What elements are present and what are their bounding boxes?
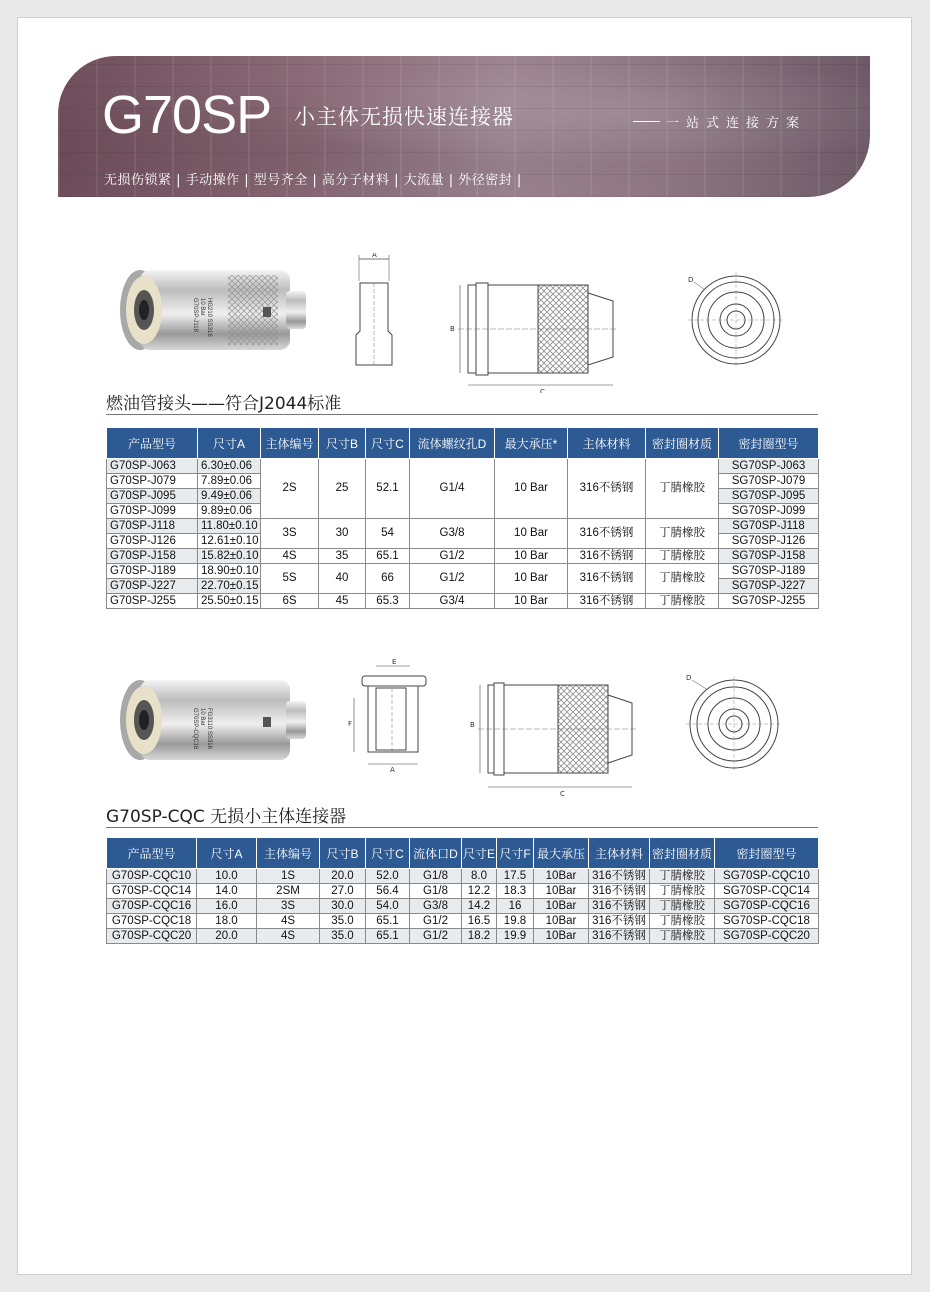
cell-model: G70SP-J079 bbox=[107, 474, 198, 489]
cell-size-a: 11.80±0.10 bbox=[198, 519, 261, 534]
front-drawing-j bbox=[448, 273, 618, 393]
cell-size-a: 18.90±0.10 bbox=[198, 564, 261, 579]
cell-size-a: 7.89±0.06 bbox=[198, 474, 261, 489]
cell-body-no: 2SM bbox=[257, 884, 320, 899]
cell-size-c: 65.3 bbox=[366, 594, 410, 609]
section2-title: G70SP-CQC 无损小主体连接器 bbox=[106, 807, 347, 827]
table-row bbox=[107, 914, 819, 929]
cell-size-f: 19.9 bbox=[497, 929, 534, 944]
col2-header-body-no: 主体编号 bbox=[257, 838, 320, 869]
cell-size-c: 56.4 bbox=[366, 884, 410, 899]
cell-body-no: 4S bbox=[261, 549, 319, 564]
dim-label-c2: C bbox=[560, 790, 565, 798]
cell-size-b: 35.0 bbox=[320, 929, 366, 944]
cell-size-a: 20.0 bbox=[197, 929, 257, 944]
cell-body-no: 5S bbox=[261, 564, 319, 594]
cell-seal-material: 丁腈橡胶 bbox=[646, 564, 719, 594]
col-header-seal-model: 密封圈型号 bbox=[719, 428, 819, 459]
cell-size-a: 18.0 bbox=[197, 914, 257, 929]
cell-body-material: 316不锈钢 bbox=[589, 884, 650, 899]
cell-body-material: 316不锈钢 bbox=[568, 519, 646, 549]
engraving2-line-3: FG3110 SS316 bbox=[206, 708, 212, 749]
cell-max-pressure: 10Bar bbox=[534, 884, 589, 899]
col2-header-size-e: 尺寸E bbox=[462, 838, 497, 869]
cell-port-d: G1/2 bbox=[410, 914, 462, 929]
cell-seal-material: 丁腈橡胶 bbox=[650, 914, 715, 929]
cell-body-no: 3S bbox=[257, 899, 320, 914]
product-photo-cqc bbox=[118, 673, 308, 768]
product-subtitle: 小主体无损快速连接器 bbox=[294, 105, 514, 129]
cell-size-a: 9.89±0.06 bbox=[198, 504, 261, 519]
cell-max-pressure: 10Bar bbox=[534, 899, 589, 914]
cell-size-b: 40 bbox=[319, 564, 366, 594]
col-header-size-c: 尺寸C bbox=[366, 428, 410, 459]
cell-size-f: 16 bbox=[497, 899, 534, 914]
section1-rule bbox=[106, 414, 818, 415]
cell-size-a: 14.0 bbox=[197, 884, 257, 899]
cell-body-material: 316不锈钢 bbox=[589, 899, 650, 914]
cell-size-c: 65.1 bbox=[366, 929, 410, 944]
cell-port-d: G1/2 bbox=[410, 929, 462, 944]
cell-size-e: 8.0 bbox=[462, 869, 497, 884]
cell-size-b: 20.0 bbox=[320, 869, 366, 884]
table-row bbox=[107, 884, 819, 899]
cell-seal-model: SG70SP-J158 bbox=[719, 549, 819, 564]
cell-body-no: 6S bbox=[261, 594, 319, 609]
table-row bbox=[107, 594, 819, 609]
cell-body-no: 4S bbox=[257, 914, 320, 929]
cell-seal-model: SG70SP-CQC20 bbox=[715, 929, 819, 944]
col-header-size-b: 尺寸B bbox=[319, 428, 366, 459]
cell-seal-material: 丁腈橡胶 bbox=[650, 899, 715, 914]
dim-label-b: B bbox=[450, 325, 455, 333]
cell-port-d: G1/8 bbox=[410, 884, 462, 899]
cell-seal-model: SG70SP-J063 bbox=[719, 459, 819, 474]
table-row bbox=[107, 549, 819, 564]
cell-size-c: 54 bbox=[366, 519, 410, 549]
cell-size-b: 30.0 bbox=[320, 899, 366, 914]
cell-size-a: 9.49±0.06 bbox=[198, 489, 261, 504]
cell-seal-material: 丁腈橡胶 bbox=[646, 594, 719, 609]
cell-size-c: 66 bbox=[366, 564, 410, 594]
cell-body-material: 316不锈钢 bbox=[568, 459, 646, 519]
header-banner bbox=[58, 56, 870, 197]
col2-header-size-c: 尺寸C bbox=[366, 838, 410, 869]
col2-header-body-material: 主体材料 bbox=[589, 838, 650, 869]
cell-body-no: 2S bbox=[261, 459, 319, 519]
cell-size-b: 45 bbox=[319, 594, 366, 609]
cell-thread-d: G1/2 bbox=[410, 564, 495, 594]
col-header-thread-d: 流体螺纹孔D bbox=[410, 428, 495, 459]
cell-size-a: 25.50±0.15 bbox=[198, 594, 261, 609]
cell-model: G70SP-CQC16 bbox=[107, 899, 197, 914]
col2-header-size-a: 尺寸A bbox=[197, 838, 257, 869]
cell-seal-model: SG70SP-J255 bbox=[719, 594, 819, 609]
cell-size-b: 35 bbox=[319, 549, 366, 564]
cell-model: G70SP-J126 bbox=[107, 534, 198, 549]
col-header-body-no: 主体编号 bbox=[261, 428, 319, 459]
cell-max-pressure: 10 Bar bbox=[495, 594, 568, 609]
table-row bbox=[107, 459, 819, 474]
dim-label-e: E bbox=[392, 658, 397, 666]
cell-seal-material: 丁腈橡胶 bbox=[646, 549, 719, 564]
cell-seal-model: SG70SP-J095 bbox=[719, 489, 819, 504]
section1-title: 燃油管接头——符合J2044标准 bbox=[106, 394, 342, 414]
cell-model: G70SP-J189 bbox=[107, 564, 198, 579]
cell-model: G70SP-CQC18 bbox=[107, 914, 197, 929]
cell-size-a: 12.61±0.10 bbox=[198, 534, 261, 549]
cell-size-e: 12.2 bbox=[462, 884, 497, 899]
cell-size-c: 52.0 bbox=[366, 869, 410, 884]
cell-size-f: 17.5 bbox=[497, 869, 534, 884]
cell-port-d: G1/8 bbox=[410, 869, 462, 884]
cell-seal-model: SG70SP-CQC16 bbox=[715, 899, 819, 914]
cell-seal-model: SG70SP-J118 bbox=[719, 519, 819, 534]
cell-size-a: 22.70±0.15 bbox=[198, 579, 261, 594]
cell-size-a: 10.0 bbox=[197, 869, 257, 884]
dim-label-b2: B bbox=[470, 721, 475, 729]
cell-size-b: 30 bbox=[319, 519, 366, 549]
cell-thread-d: G1/4 bbox=[410, 459, 495, 519]
cell-body-material: 316不锈钢 bbox=[589, 869, 650, 884]
cell-size-c: 52.1 bbox=[366, 459, 410, 519]
col-header-body-material: 主体材料 bbox=[568, 428, 646, 459]
side-profile-drawing-cqc bbox=[348, 658, 438, 773]
dim-label-a: A bbox=[372, 253, 377, 259]
cell-seal-model: SG70SP-J099 bbox=[719, 504, 819, 519]
col2-header-size-b: 尺寸B bbox=[320, 838, 366, 869]
col2-header-max-pressure: 最大承压 bbox=[534, 838, 589, 869]
cell-seal-model: SG70SP-J079 bbox=[719, 474, 819, 489]
section2-rule bbox=[106, 827, 818, 828]
cell-body-material: 316不锈钢 bbox=[568, 594, 646, 609]
engraving2-line-1: G70SP-CQC16 bbox=[192, 708, 198, 750]
cell-size-a: 15.82±0.10 bbox=[198, 549, 261, 564]
cell-seal-material: 丁腈橡胶 bbox=[646, 519, 719, 549]
col-header-max-pressure: 最大承压* bbox=[495, 428, 568, 459]
cell-max-pressure: 10 Bar bbox=[495, 459, 568, 519]
side-profile-drawing-j bbox=[348, 253, 398, 368]
slogan: 一站式连接方案 bbox=[666, 116, 807, 131]
table-row bbox=[107, 519, 819, 534]
dim-label-d2: D bbox=[686, 674, 692, 682]
cell-seal-model: SG70SP-J126 bbox=[719, 534, 819, 549]
cell-max-pressure: 10Bar bbox=[534, 929, 589, 944]
cell-body-no: 1S bbox=[257, 869, 320, 884]
cell-size-e: 14.2 bbox=[462, 899, 497, 914]
cell-size-c: 54.0 bbox=[366, 899, 410, 914]
cell-body-material: 316不锈钢 bbox=[568, 549, 646, 564]
cell-seal-model: SG70SP-J227 bbox=[719, 579, 819, 594]
cell-model: G70SP-CQC10 bbox=[107, 869, 197, 884]
cell-size-b: 35.0 bbox=[320, 914, 366, 929]
col-header-model: 产品型号 bbox=[107, 428, 198, 459]
cell-size-e: 16.5 bbox=[462, 914, 497, 929]
cell-max-pressure: 10Bar bbox=[534, 869, 589, 884]
col-header-size-a: 尺寸A bbox=[198, 428, 261, 459]
feature-list: 无损伤锁紧 | 手动操作 | 型号齐全 | 高分子材料 | 大流量 | 外径密封 | bbox=[104, 173, 522, 188]
engraving-line-3: HG210 SS316 bbox=[206, 298, 212, 337]
cell-size-b: 25 bbox=[319, 459, 366, 519]
engraving2-line-2: 10 Bar bbox=[199, 708, 205, 726]
cell-body-material: 316不锈钢 bbox=[568, 564, 646, 594]
end-view-drawing-cqc bbox=[678, 668, 783, 773]
product-photo-j bbox=[118, 263, 308, 358]
cell-seal-model: SG70SP-CQC18 bbox=[715, 914, 819, 929]
cell-port-d: G3/8 bbox=[410, 899, 462, 914]
cell-model: G70SP-J227 bbox=[107, 579, 198, 594]
cell-max-pressure: 10 Bar bbox=[495, 549, 568, 564]
end-view-drawing-j bbox=[678, 268, 783, 368]
cell-thread-d: G1/2 bbox=[410, 549, 495, 564]
cell-model: G70SP-CQC20 bbox=[107, 929, 197, 944]
cell-max-pressure: 10 Bar bbox=[495, 519, 568, 549]
cell-size-c: 65.1 bbox=[366, 914, 410, 929]
cell-size-c: 65.1 bbox=[366, 549, 410, 564]
cell-model: G70SP-J095 bbox=[107, 489, 198, 504]
cell-size-f: 18.3 bbox=[497, 884, 534, 899]
cell-size-a: 16.0 bbox=[197, 899, 257, 914]
cell-model: G70SP-J063 bbox=[107, 459, 198, 474]
front-drawing-cqc bbox=[468, 673, 638, 798]
col2-header-seal-material: 密封圈材质 bbox=[650, 838, 715, 869]
cell-seal-material: 丁腈橡胶 bbox=[646, 459, 719, 519]
table-row bbox=[107, 929, 819, 944]
col2-header-port-d: 流体口D bbox=[410, 838, 462, 869]
cell-size-a: 6.30±0.06 bbox=[198, 459, 261, 474]
cell-body-no: 4S bbox=[257, 929, 320, 944]
table-row bbox=[107, 869, 819, 884]
fuel-connector-table bbox=[106, 427, 819, 609]
col2-header-seal-model: 密封圈型号 bbox=[715, 838, 819, 869]
dim-label-d: D bbox=[688, 276, 694, 284]
dim-label-a2: A bbox=[390, 766, 395, 773]
col2-header-size-f: 尺寸F bbox=[497, 838, 534, 869]
cell-seal-model: SG70SP-CQC14 bbox=[715, 884, 819, 899]
cell-seal-material: 丁腈橡胶 bbox=[650, 869, 715, 884]
slogan-dash bbox=[633, 121, 660, 122]
cell-size-b: 27.0 bbox=[320, 884, 366, 899]
cell-body-no: 3S bbox=[261, 519, 319, 549]
cell-size-e: 18.2 bbox=[462, 929, 497, 944]
cell-thread-d: G3/4 bbox=[410, 594, 495, 609]
cell-seal-material: 丁腈橡胶 bbox=[650, 884, 715, 899]
cell-model: G70SP-CQC14 bbox=[107, 884, 197, 899]
dim-label-c: C bbox=[540, 388, 545, 393]
model-title: G70SP bbox=[102, 85, 272, 145]
dim-label-f: F bbox=[348, 720, 353, 728]
table-row bbox=[107, 564, 819, 579]
cqc-connector-table bbox=[106, 837, 819, 944]
cell-seal-model: SG70SP-J189 bbox=[719, 564, 819, 579]
cell-thread-d: G3/8 bbox=[410, 519, 495, 549]
cell-max-pressure: 10 Bar bbox=[495, 564, 568, 594]
engraving-line-1: G70SP-J118 bbox=[192, 298, 198, 332]
col2-header-model: 产品型号 bbox=[107, 838, 197, 869]
cell-model: G70SP-J118 bbox=[107, 519, 198, 534]
cell-model: G70SP-J255 bbox=[107, 594, 198, 609]
cell-seal-model: SG70SP-CQC10 bbox=[715, 869, 819, 884]
engraving-line-2: 10 Bar bbox=[199, 298, 205, 316]
page bbox=[18, 18, 911, 1274]
table-row bbox=[107, 899, 819, 914]
cell-body-material: 316不锈钢 bbox=[589, 914, 650, 929]
col-header-seal-material: 密封圈材质 bbox=[646, 428, 719, 459]
cell-size-f: 19.8 bbox=[497, 914, 534, 929]
cell-model: G70SP-J158 bbox=[107, 549, 198, 564]
cell-seal-material: 丁腈橡胶 bbox=[650, 929, 715, 944]
cell-body-material: 316不锈钢 bbox=[589, 929, 650, 944]
cell-max-pressure: 10Bar bbox=[534, 914, 589, 929]
cell-model: G70SP-J099 bbox=[107, 504, 198, 519]
